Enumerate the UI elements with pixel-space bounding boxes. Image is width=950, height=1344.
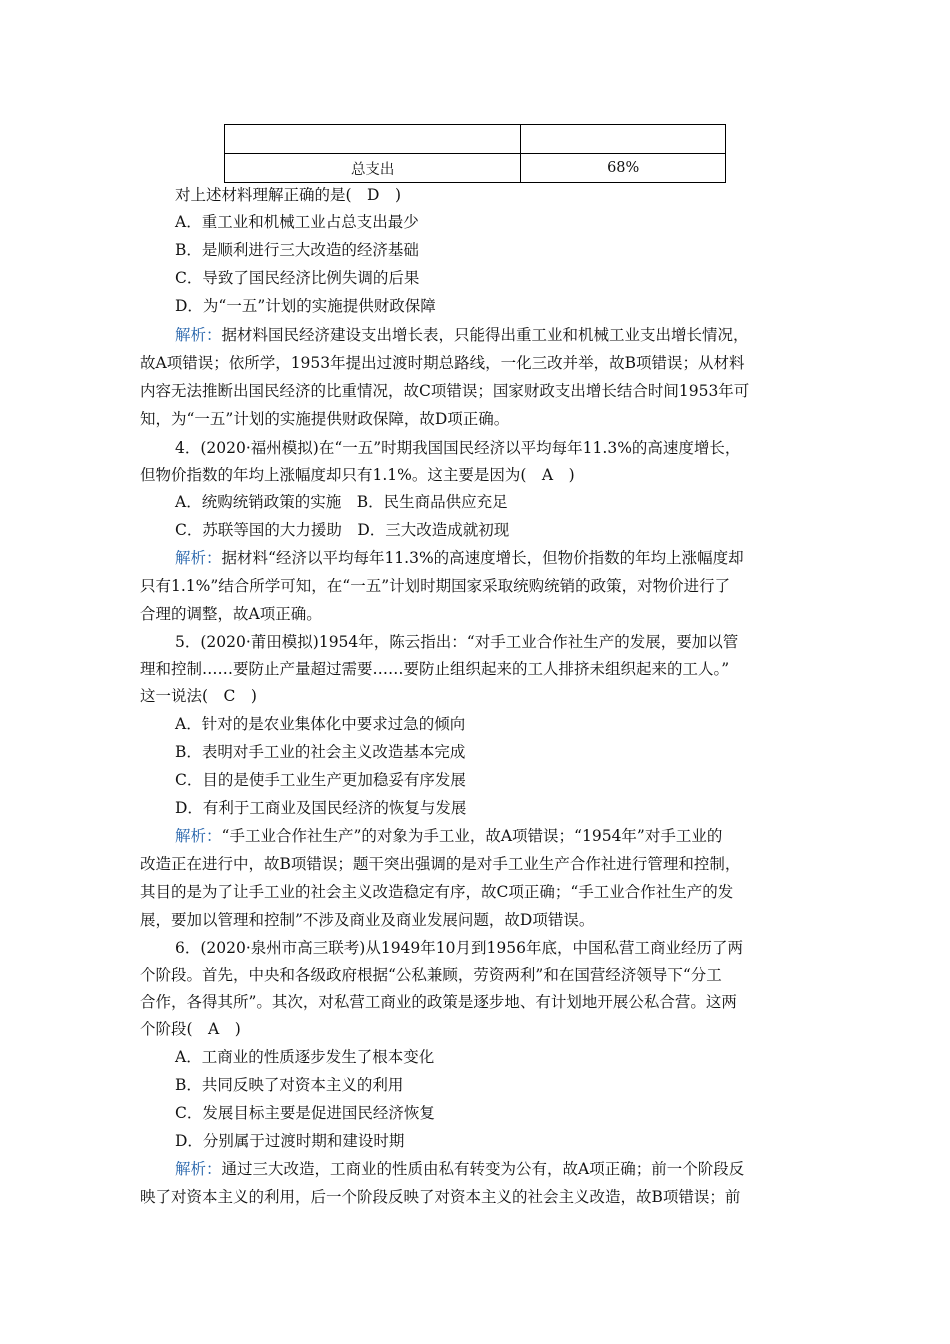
analysis-line: [175, 325, 749, 345]
option-a: A．重工业和机械工业占总支出最少: [175, 213, 419, 231]
analysis-text: “手工业合作社生产”的对象为手工业，故A项错误；“1954年”对手工业的: [221, 827, 723, 845]
question-stem: 理和控制……要防止产量超过需要……要防止组织起来的工人排挤未组织起来的工人。”: [140, 660, 730, 678]
option-row: C．苏联等国的大力援助 D．三大改造成就初现: [175, 521, 510, 539]
analysis-line: 只有1.1%”结合所学可知，在“一五”计划时期国家采取统购统销的政策，对物价进行了: [140, 577, 731, 595]
question-stem: 对上述材料理解正确的是( D ): [175, 186, 402, 204]
table-cell: 总支出: [225, 154, 521, 183]
analysis-line: [175, 548, 744, 568]
question-stem: 4．(2020·福州模拟)在“一五”时期我国国民经济以平均每年11.3%的高速度增长，: [175, 439, 741, 457]
table-row: [225, 125, 726, 154]
option-d: D．为“一五”计划的实施提供财政保障: [175, 297, 436, 315]
option-b: B．共同反映了对资本主义的利用: [175, 1076, 404, 1094]
analysis-label: 解析：: [175, 827, 222, 845]
question-stem: 但物价指数的年均上涨幅度却只有1.1%。这主要是因为( A ): [140, 466, 575, 484]
question-stem: 6．(2020·泉州市高三联考)从1949年10月到1956年底，中国私营工商业经历了两: [175, 939, 743, 957]
option-c: C．导致了国民经济比例失调的后果: [175, 269, 420, 287]
question-stem: 5．(2020·莆田模拟)1954年，陈云指出：“对手工业合作社生产的发展，要加以管: [175, 633, 739, 651]
option-d: D．有利于工商业及国民经济的恢复与发展: [175, 799, 467, 817]
option-row: A．统购统销政策的实施 B．民生商品供应充足: [175, 493, 508, 511]
question-stem: 合作，各得其所”。其次，对私营工商业的政策是逐步地、有计划地开展公私合营。这两: [140, 993, 737, 1011]
analysis-line: 展，要加以管理和控制”不涉及商业及商业发展问题，故D项错误。: [140, 911, 595, 929]
option-d: D．分别属于过渡时期和建设时期: [175, 1132, 405, 1150]
question-stem: 这一说法( C ): [140, 687, 257, 705]
analysis-line: 其目的是为了让手工业的社会主义改造稳定有序，故C项正确；“手工业合作社生产的发: [140, 883, 734, 901]
option-c: C．目的是使手工业生产更加稳妥有序发展: [175, 771, 466, 789]
analysis-label: 解析：: [175, 326, 222, 344]
table-cell: [521, 125, 726, 154]
analysis-line: [175, 826, 722, 846]
analysis-text: 据材料国民经济建设支出增长表，只能得出重工业和机械工业支出增长情况，: [221, 326, 749, 344]
analysis-line: [175, 1159, 744, 1179]
table-row: [225, 154, 726, 183]
question-stem: 个阶段。首先，中央和各级政府根据“公私兼顾，劳资两利”和在国营经济领导下“分工: [140, 966, 722, 984]
analysis-line: 合理的调整，故A项正确。: [140, 605, 322, 623]
table-cell: [225, 125, 521, 154]
analysis-label: 解析：: [175, 1160, 222, 1178]
option-b: B．是顺利进行三大改造的经济基础: [175, 241, 419, 259]
table-cell: 68%: [521, 154, 726, 183]
analysis-label: 解析：: [175, 549, 222, 567]
analysis-line: 故A项错误；依所学，1953年提出过渡时期总路线，一化三改并举，故B项错误；从材料: [140, 354, 745, 372]
analysis-text: 通过三大改造，工商业的性质由私有转变为公有，故A项正确；前一个阶段反: [221, 1160, 745, 1178]
question-stem: 个阶段( A ): [140, 1020, 241, 1038]
option-c: C．发展目标主要是促进国民经济恢复: [175, 1104, 435, 1122]
option-b: B．表明对手工业的社会主义改造基本完成: [175, 743, 466, 761]
analysis-line: 改造正在进行中，故B项错误；题干突出强调的是对手工业生产合作社进行管理和控制，: [140, 855, 741, 873]
expenditure-table: [224, 124, 726, 183]
analysis-line: 映了对资本主义的利用，后一个阶段反映了对资本主义的社会主义改造，故B项错误；前: [140, 1188, 741, 1206]
option-a: A．工商业的性质逐步发生了根本变化: [175, 1048, 435, 1066]
analysis-line: 知，为“一五”计划的实施提供财政保障，故D项正确。: [140, 410, 510, 428]
option-a: A．针对的是农业集体化中要求过急的倾向: [175, 715, 466, 733]
analysis-line: 内容无法推断出国民经济的比重情况，故C项错误；国家财政支出增长结合时间1953年可: [140, 382, 750, 400]
analysis-text: 据材料“经济以平均每年11.3%的高速度增长，但物价指数的年均上涨幅度却: [221, 549, 744, 567]
